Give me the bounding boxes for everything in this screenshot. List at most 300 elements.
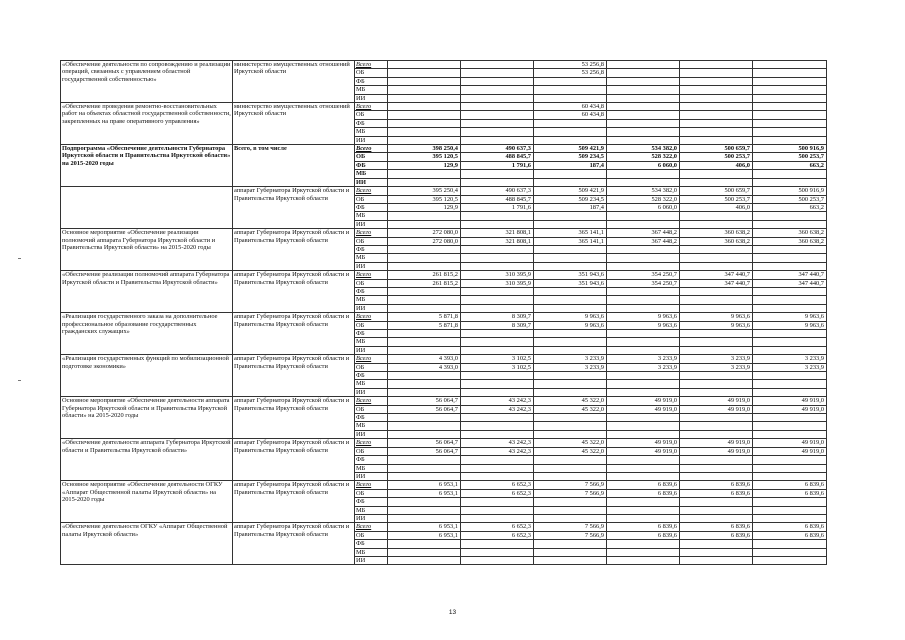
amount-cell [461,128,534,136]
amount-cell: 354 250,7 [607,279,680,287]
amount-cell: 406,0 [680,161,753,169]
amount-cell: 534 382,0 [607,187,680,195]
funding-source-cell: Всего [355,481,388,489]
activity-description: Основное мероприятие «Обеспечение деятельности ОГКУ «Аппарат Общественной палаты Иркутской области» на 2015-2020 годы [61,481,233,523]
amount-cell: 6 953,1 [388,489,461,497]
amount-cell [461,61,534,69]
amount-cell: 49 919,0 [607,405,680,413]
amount-cell: 3 233,9 [680,363,753,371]
page-number: 13 [448,609,457,616]
amount-cell [388,380,461,388]
table-row [61,523,827,531]
funding-source-cell: ИИ [355,514,388,522]
amount-cell: 6 839,6 [753,481,827,489]
amount-cell: 43 242,3 [461,405,534,413]
amount-cell: 49 919,0 [753,447,827,455]
amount-cell: 49 919,0 [680,397,753,405]
amount-cell [534,220,607,228]
amount-cell [680,456,753,464]
table-row [61,355,827,363]
amount-cell: 7 566,9 [534,489,607,497]
amount-cell [607,212,680,220]
amount-cell [388,245,461,253]
amount-cell [753,287,827,295]
amount-cell: 500 916,9 [753,145,827,153]
funding-source-cell: ОБ [355,447,388,455]
amount-cell [753,346,827,354]
amount-cell [461,380,534,388]
funding-source-cell: ИИ [355,262,388,270]
amount-cell: 6 839,6 [753,489,827,497]
amount-cell: 43 242,3 [461,447,534,455]
amount-cell [607,254,680,262]
amount-cell: 398 250,4 [388,145,461,153]
amount-cell [680,103,753,111]
funding-source-cell: ФБ [355,77,388,85]
amount-cell [461,103,534,111]
amount-cell [534,77,607,85]
amount-cell [388,61,461,69]
amount-cell [680,212,753,220]
amount-cell [753,338,827,346]
amount-cell [534,346,607,354]
amount-cell: 347 440,7 [680,279,753,287]
funding-source-cell: Всего [355,313,388,321]
amount-cell: 6 839,6 [607,481,680,489]
amount-cell: 56 064,7 [388,439,461,447]
amount-cell: 45 322,0 [534,405,607,413]
amount-cell [607,304,680,312]
amount-cell [607,514,680,522]
amount-cell [753,556,827,564]
funding-source-cell: Всего [355,397,388,405]
funding-source-cell: ФБ [355,203,388,211]
amount-cell [753,372,827,380]
amount-cell [753,464,827,472]
table-row [61,103,827,111]
amount-cell [461,296,534,304]
amount-cell: 6 652,3 [461,489,534,497]
amount-cell [461,414,534,422]
funding-source-cell: ОБ [355,69,388,77]
amount-cell: 3 233,9 [607,363,680,371]
funding-source-cell: ФБ [355,540,388,548]
amount-cell [388,262,461,270]
amount-cell: 49 919,0 [680,405,753,413]
amount-cell [753,498,827,506]
funding-source-cell: МБ [355,380,388,388]
amount-cell: 60 434,8 [534,111,607,119]
amount-cell [607,372,680,380]
amount-cell: 528 322,0 [607,195,680,203]
amount-cell: 6 652,3 [461,523,534,531]
amount-cell [680,296,753,304]
amount-cell: 49 919,0 [680,447,753,455]
amount-cell [680,338,753,346]
executor-cell: аппарат Губернатора Иркутской области и Правительства Иркутской области [233,313,355,355]
amount-cell [534,414,607,422]
funding-source-cell: ФБ [355,245,388,253]
amount-cell [680,380,753,388]
amount-cell [680,506,753,514]
amount-cell [607,170,680,178]
amount-cell [607,111,680,119]
amount-cell: 187,4 [534,203,607,211]
amount-cell [388,548,461,556]
amount-cell: 9 963,6 [753,313,827,321]
amount-cell [680,464,753,472]
amount-cell: 3 233,9 [753,363,827,371]
funding-source-cell: ОБ [355,363,388,371]
funding-source-cell: ФБ [355,287,388,295]
amount-cell: 1 791,6 [461,161,534,169]
amount-cell [680,287,753,295]
amount-cell [680,472,753,480]
amount-cell [680,346,753,354]
amount-cell [461,372,534,380]
amount-cell [534,262,607,270]
amount-cell [607,540,680,548]
funding-source-cell: ОБ [355,153,388,161]
amount-cell: 310 395,9 [461,271,534,279]
amount-cell [753,262,827,270]
amount-cell [461,430,534,438]
funding-source-cell: Всего [355,355,388,363]
amount-cell: 4 393,0 [388,355,461,363]
amount-cell [607,128,680,136]
activity-description: Подпрограмма «Обеспечение деятельности Губернатора Иркутской области и Правительства Иркутской области» на 2015-2020 годы [61,145,233,187]
amount-cell: 272 080,0 [388,229,461,237]
amount-cell: 395 120,5 [388,195,461,203]
table-row [61,271,827,279]
amount-cell [388,388,461,396]
amount-cell [753,422,827,430]
amount-cell [461,119,534,127]
amount-cell [753,170,827,178]
amount-cell [388,430,461,438]
activity-description: «Реализация государственных функций по мобилизационной подготовке экономики» [61,355,233,397]
amount-cell: 365 141,1 [534,237,607,245]
amount-cell [388,540,461,548]
amount-cell [680,254,753,262]
amount-cell [753,245,827,253]
amount-cell [461,86,534,94]
amount-cell [388,103,461,111]
amount-cell: 351 943,6 [534,271,607,279]
amount-cell [753,540,827,548]
amount-cell [388,254,461,262]
amount-cell [534,245,607,253]
amount-cell: 1 791,6 [461,203,534,211]
amount-cell: 187,4 [534,161,607,169]
amount-cell [534,422,607,430]
amount-cell [753,220,827,228]
amount-cell [607,548,680,556]
amount-cell: 395 250,4 [388,187,461,195]
funding-source-cell: ОБ [355,279,388,287]
amount-cell [534,506,607,514]
amount-cell [388,372,461,380]
amount-cell [680,128,753,136]
amount-cell [680,556,753,564]
amount-cell [461,254,534,262]
amount-cell [388,170,461,178]
amount-cell [461,212,534,220]
amount-cell [607,388,680,396]
amount-cell [753,514,827,522]
amount-cell: 7 566,9 [534,523,607,531]
amount-cell [388,338,461,346]
amount-cell [607,456,680,464]
amount-cell [680,330,753,338]
amount-cell [461,220,534,228]
amount-cell [753,119,827,127]
amount-cell [607,178,680,186]
amount-cell: 6 839,6 [607,489,680,497]
amount-cell [753,506,827,514]
funding-source-cell: МБ [355,212,388,220]
amount-cell [607,77,680,85]
amount-cell: 663,2 [753,203,827,211]
funding-source-cell: ИИ [355,178,388,186]
amount-cell [680,69,753,77]
amount-cell [680,498,753,506]
amount-cell [534,388,607,396]
budget-table [60,60,827,565]
amount-cell: 509 421,9 [534,145,607,153]
amount-cell [607,136,680,144]
amount-cell [388,86,461,94]
amount-cell [753,61,827,69]
amount-cell: 6 060,0 [607,161,680,169]
amount-cell [680,422,753,430]
funding-source-cell: ОБ [355,405,388,413]
executor-cell: аппарат Губернатора Иркутской области и Правительства Иркутской области [233,271,355,313]
funding-source-cell: ИИ [355,220,388,228]
amount-cell: 500 253,7 [680,153,753,161]
amount-cell [461,388,534,396]
amount-cell [534,330,607,338]
amount-cell [388,464,461,472]
amount-cell [461,178,534,186]
amount-cell [461,506,534,514]
amount-cell [607,430,680,438]
amount-cell: 534 382,0 [607,145,680,153]
amount-cell [753,103,827,111]
amount-cell [753,472,827,480]
activity-description: «Обеспечение проведения ремонтно-восстановительных работ на объектах областной государственной собственности, закрепленных на праве оперативного управления» [61,103,233,145]
amount-cell: 60 434,8 [534,103,607,111]
amount-cell: 6 652,3 [461,531,534,539]
amount-cell: 367 448,2 [607,237,680,245]
amount-cell: 9 963,6 [680,321,753,329]
table-row [61,61,827,69]
funding-source-cell: ИИ [355,304,388,312]
funding-source-cell: МБ [355,422,388,430]
amount-cell [680,220,753,228]
amount-cell [607,86,680,94]
funding-source-cell: МБ [355,86,388,94]
amount-cell [461,556,534,564]
funding-source-cell: ОБ [355,195,388,203]
amount-cell [388,111,461,119]
amount-cell: 9 963,6 [753,321,827,329]
amount-cell [461,111,534,119]
amount-cell [388,287,461,295]
table-row [61,145,827,153]
amount-cell: 367 448,2 [607,229,680,237]
amount-cell [461,540,534,548]
amount-cell: 3 102,5 [461,363,534,371]
funding-source-cell: ФБ [355,414,388,422]
funding-source-cell: Всего [355,145,388,153]
amount-cell [753,548,827,556]
amount-cell [534,94,607,102]
amount-cell: 56 064,7 [388,447,461,455]
funding-source-cell: МБ [355,464,388,472]
amount-cell [534,304,607,312]
amount-cell [461,422,534,430]
amount-cell [534,456,607,464]
amount-cell [680,430,753,438]
amount-cell [388,69,461,77]
amount-cell [680,388,753,396]
amount-cell: 6 652,3 [461,481,534,489]
amount-cell [607,422,680,430]
amount-cell: 6 953,1 [388,523,461,531]
amount-cell [534,296,607,304]
activity-description: «Обеспечение деятельности ОГКУ «Аппарат Общественной палаты Иркутской области» [61,523,233,565]
amount-cell [607,506,680,514]
amount-cell: 43 242,3 [461,397,534,405]
amount-cell [388,304,461,312]
table-row [61,439,827,447]
amount-cell: 3 233,9 [680,355,753,363]
amount-cell: 6 839,6 [607,523,680,531]
amount-cell [753,77,827,85]
funding-source-cell: Всего [355,523,388,531]
amount-cell: 5 871,8 [388,313,461,321]
amount-cell [461,338,534,346]
activity-description: «Реализация государственного заказа на дополнительное профессиональное образование государственных гражданских служащих» [61,313,233,355]
amount-cell: 509 234,5 [534,153,607,161]
amount-cell [388,212,461,220]
amount-cell: 310 395,9 [461,279,534,287]
amount-cell [680,514,753,522]
amount-cell [388,178,461,186]
amount-cell [680,414,753,422]
amount-cell [680,77,753,85]
amount-cell [461,262,534,270]
amount-cell [680,372,753,380]
amount-cell: 8 309,7 [461,313,534,321]
amount-cell [534,170,607,178]
amount-cell: 3 102,5 [461,355,534,363]
amount-cell [388,119,461,127]
amount-cell: 347 440,7 [753,271,827,279]
amount-cell [461,346,534,354]
funding-source-cell: ОБ [355,111,388,119]
amount-cell: 261 815,2 [388,271,461,279]
amount-cell: 49 919,0 [680,439,753,447]
funding-source-cell: Всего [355,187,388,195]
amount-cell [534,178,607,186]
amount-cell: 360 638,2 [680,229,753,237]
amount-cell: 53 256,8 [534,69,607,77]
funding-source-cell: ОБ [355,489,388,497]
amount-cell [680,262,753,270]
activity-description: «Обеспечение реализации полномочий аппарата Губернатора Иркутской области и Правительства Иркутской области» [61,271,233,313]
amount-cell [534,464,607,472]
amount-cell: 500 253,7 [753,195,827,203]
funding-source-cell: Всего [355,229,388,237]
amount-cell [534,540,607,548]
amount-cell [388,136,461,144]
amount-cell: 6 839,6 [753,523,827,531]
amount-cell [753,304,827,312]
amount-cell [607,414,680,422]
amount-cell [607,346,680,354]
amount-cell [461,548,534,556]
amount-cell: 49 919,0 [607,447,680,455]
amount-cell [753,430,827,438]
amount-cell [534,380,607,388]
amount-cell: 6 839,6 [680,481,753,489]
amount-cell [680,119,753,127]
amount-cell: 8 309,7 [461,321,534,329]
amount-cell [753,414,827,422]
executor-cell: аппарат Губернатора Иркутской области и Правительства Иркутской области [233,355,355,397]
amount-cell [534,119,607,127]
amount-cell: 528 322,0 [607,153,680,161]
amount-cell [607,498,680,506]
amount-cell [388,422,461,430]
amount-cell [388,220,461,228]
amount-cell: 509 421,9 [534,187,607,195]
executor-cell: Всего, в том числе [233,145,355,187]
funding-source-cell: ФБ [355,161,388,169]
amount-cell: 360 638,2 [680,237,753,245]
amount-cell [753,388,827,396]
amount-cell: 56 064,7 [388,405,461,413]
amount-cell: 395 120,5 [388,153,461,161]
executor-cell: министерство имущественных отношений Иркутской области [233,103,355,145]
amount-cell [388,330,461,338]
funding-source-cell: МБ [355,128,388,136]
amount-cell [680,548,753,556]
executor-cell: аппарат Губернатора Иркутской области и Правительства Иркутской области [233,481,355,523]
amount-cell [534,498,607,506]
amount-cell [388,128,461,136]
amount-cell: 272 080,0 [388,237,461,245]
amount-cell [388,94,461,102]
amount-cell [461,94,534,102]
amount-cell: 6 953,1 [388,531,461,539]
activity-description: Основное мероприятие «Обеспечение деятельности аппарата Губернатора Иркутской области и Правительства Иркутской области» на 2015-2020 годы [61,397,233,439]
amount-cell [753,111,827,119]
amount-cell: 43 242,3 [461,439,534,447]
amount-cell [607,330,680,338]
amount-cell: 49 919,0 [753,405,827,413]
executor-cell: аппарат Губернатора Иркутской области и Правительства Иркутской области [233,523,355,565]
amount-cell: 354 250,7 [607,271,680,279]
funding-source-cell: МБ [355,338,388,346]
table-row [61,397,827,405]
amount-cell [753,86,827,94]
amount-cell [680,136,753,144]
amount-cell [461,287,534,295]
funding-source-cell: ИИ [355,388,388,396]
